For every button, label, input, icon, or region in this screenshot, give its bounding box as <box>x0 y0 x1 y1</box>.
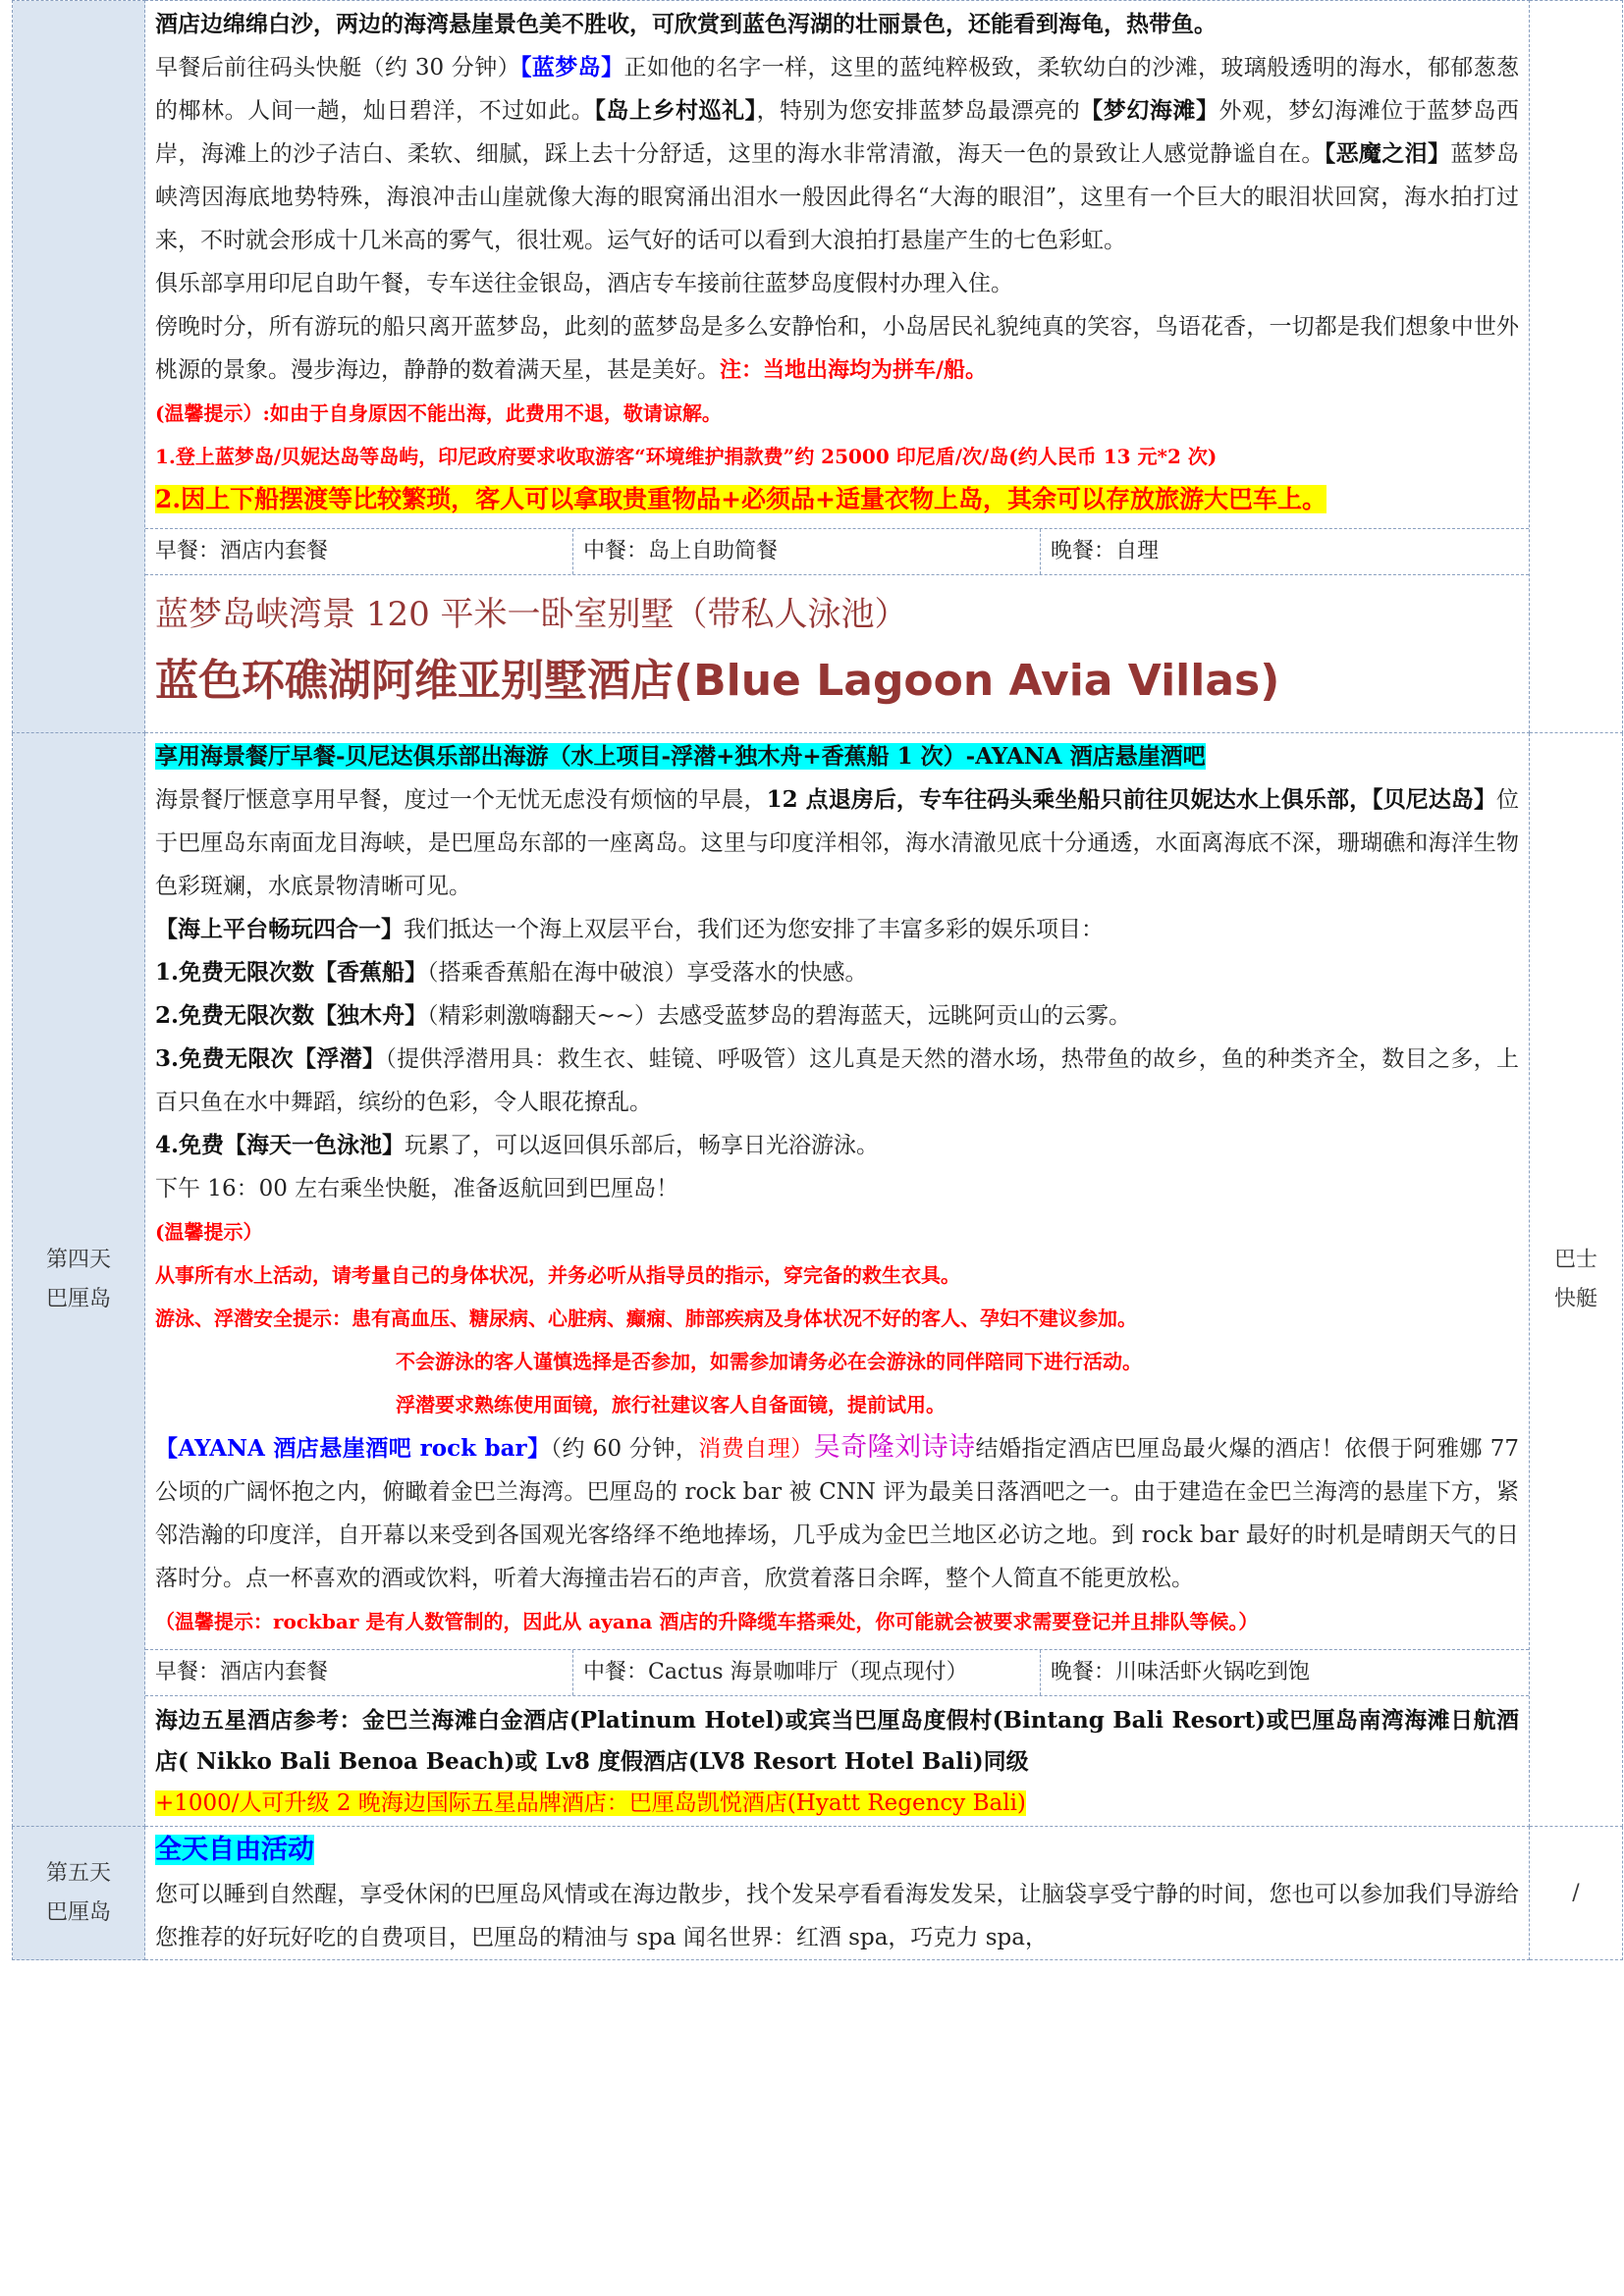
text: ，特别为您安排蓝梦岛最漂亮的 <box>756 98 1081 124</box>
day5-content-cell <box>145 1827 1530 1960</box>
penida-title: 【贝尼达岛】 <box>1372 786 1497 813</box>
text: （搭乘香蕉船在海中破浪）享受落水的快感。 <box>427 960 868 986</box>
text: 早餐后前往码头快艇（约 30 分钟） <box>155 55 521 80</box>
day4-rockbar <box>155 1426 1519 1600</box>
dream-beach-title: 【梦幻海滩】 <box>1080 97 1219 124</box>
day4-place: 巴厘岛 <box>45 1286 111 1311</box>
day4-tip2: 游泳、浮潜安全提示：患有高血压、糖尿病、心脏病、癫痫、肺部疾病及身体状况不好的客人、孕妇不建议参加。 <box>155 1307 1137 1330</box>
day4-para1 <box>155 778 1519 908</box>
itinerary-table <box>12 0 1623 1960</box>
text: 位于巴厘岛东南面龙目海峡，是巴厘岛东部的一座离岛。这里与印度洋相邻，海水清澈见底十分通透，水面离海底不深，珊瑚礁和海洋生物色彩斑斓，水底景物清晰可见。 <box>155 787 1520 899</box>
day4-label: 第四天 <box>45 1247 111 1272</box>
day5-label: 第五天 <box>45 1860 111 1886</box>
day4-transport-bus: 巴士 <box>1553 1247 1597 1272</box>
lanmeng-island-title: 【蓝梦岛】 <box>520 54 624 80</box>
day3-hotel-room: 蓝梦岛峡湾景 120 平米一卧室别墅（带私人泳池） <box>155 595 908 634</box>
day3-meals <box>145 528 1529 574</box>
day4-headline-line <box>155 735 1519 778</box>
day4-hotel-ref-text: 海边五星酒店参考：金巴兰海滩白金酒店(Platinum Hotel)或宾当巴厘岛度假村(Bintang Bali Resort)或巴厘岛南湾海滩日航酒店( Nikko Bali Benoa Beach)或 Lv8 度假酒店(LV8 Resort Hotel Bali)同级 <box>155 1707 1519 1775</box>
day3-intro: 酒店边绵绵白沙，两边的海湾悬崖景色美不胜收，可欣赏到蓝色泻湖的壮丽景色，还能看到海龟，热带鱼。 <box>155 11 1217 37</box>
day3-tip2-line <box>155 478 1519 522</box>
day3-para3 <box>155 305 1519 392</box>
day5-headline: 全天自由活动 <box>155 1835 314 1865</box>
text: 正如他的名字一样，这里的蓝纯粹极致，柔软幼白的沙滩，玻璃般透明的海水，郁郁葱葱的椰林。人间一趟，灿日碧洋，不过如此。 <box>155 55 1520 124</box>
day3-hotel-name: 蓝色环礁湖阿维亚别墅酒店(Blue Lagoon Avia Villas) <box>155 656 1280 706</box>
text: 玩累了，可以返回俱乐部后，畅享日光浴游泳。 <box>405 1133 880 1158</box>
day4-return: 下午 16：00 左右乘坐快艇，准备返航回到巴厘岛！ <box>155 1176 679 1201</box>
checkout-note: 12 点退房后，专车往码头乘坐船只前往贝妮达水上俱乐部， <box>766 786 1373 813</box>
item-title: 2.免费无限次数【独木舟】 <box>155 1002 428 1029</box>
rockbar-title: 【AYANA 酒店悬崖酒吧 rock bar】 <box>155 1435 551 1462</box>
day3-content-cell <box>145 1 1530 733</box>
text: （精彩刺激嗨翻天~~）去感受蓝梦岛的碧海蓝天，远眺阿贡山的云雾。 <box>427 1003 1132 1029</box>
text: 傍晚时分，所有游玩的船只离开蓝梦岛，此刻的蓝梦岛是多么安静怡和，小岛居民礼貌纯真的笑容，鸟语花香，一切都是我们想象中世外桃源的景象。漫步海边，静静的数着满天星，甚是美好。 <box>155 314 1519 383</box>
platform-title: 【海上平台畅玩四合一】 <box>155 916 404 942</box>
day3-tip-title: (温馨提示）:如由于自身原因不能出海，此费用不退，敬请谅解。 <box>155 401 722 425</box>
day4-breakfast: 早餐：酒店内套餐 <box>145 1650 573 1695</box>
item-title: 1.免费无限次数【香蕉船】 <box>155 959 428 986</box>
text: （提供浮潜用具：救生衣、蛙镜、呼吸管）这儿真是天然的潜水场，热带鱼的故乡，鱼的种类齐全，数目之多，上百只鱼在水中舞蹈，缤纷的色彩，令人眼花撩乱。 <box>155 1046 1520 1115</box>
day4-item3 <box>155 1038 1519 1124</box>
day4-para2 <box>155 908 1519 951</box>
day3-tip2: 2.因上下船摆渡等比较繁琐，客人可以拿取贵重物品+必须品+适量衣物上岛，其余可以存放旅游大巴车上。 <box>155 485 1326 513</box>
day4-item4 <box>155 1124 1519 1167</box>
text: 蓝梦岛峡湾因海底地势特殊，海浪冲击山崖就像大海的眼窝涌出泪水一般因此得名“大海的眼泪”，这里有一个巨大的眼泪状回窝，海水拍打过来，不时就会形成十几米高的雾气，很壮观。运气好的话可以看到大浪拍打悬崖产生的七色彩虹。 <box>155 141 1520 253</box>
day5-headline-line <box>155 1829 1519 1873</box>
day4-rockbar-tip: （温馨提示：rockbar 是有人数管制的，因此从 ayana 酒店的升降缆车搭乘处，你可能就会被要求需要登记并且排队等候。） <box>155 1610 1259 1633</box>
day3-day-cell <box>13 1 145 733</box>
day5-day-cell <box>13 1827 145 1960</box>
day4-headline: 享用海景餐厅早餐-贝尼达俱乐部出海游（水上项目-浮潜+独木舟+香蕉船 1 次）-AYANA 酒店悬崖酒吧 <box>155 743 1206 770</box>
day3-dinner: 晚餐：自理 <box>1051 539 1160 563</box>
day4-tip4: 浮潜要求熟练使用面镜，旅行社建议客人自备面镜，提前试用。 <box>396 1393 946 1416</box>
day4-tip3: 不会游泳的客人谨慎选择是否参加，如需参加请务必在会游泳的同伴陪同下进行活动。 <box>396 1350 1142 1373</box>
item-title: 4.免费【海天一色泳池】 <box>155 1132 406 1158</box>
day4-content-cell <box>145 733 1530 1827</box>
day4-dinner: 晚餐：川味活虾火锅吃到饱 <box>1051 1660 1311 1684</box>
day4-hotel-ref <box>145 1695 1529 1826</box>
day4-transport-boat: 快艇 <box>1553 1286 1597 1311</box>
day3-hotel <box>145 574 1529 732</box>
day4-lunch: 中餐：Cactus 海景咖啡厅（现点现付） <box>573 1650 1041 1695</box>
celebrity-names: 吴奇隆刘诗诗 <box>813 1432 976 1463</box>
note-red: 注：当地出海均为拼车/船。 <box>720 357 988 383</box>
day3-tip1: 1.登上蓝梦岛/贝妮达岛等岛屿，印尼政府要求收取游客“环境维护捐款费”约 25000 印尼盾/次/岛(约人民币 13 元*2 次) <box>155 445 1218 468</box>
day5-place: 巴厘岛 <box>45 1899 111 1925</box>
day4-item1 <box>155 951 1519 994</box>
day4-tip1: 从事所有水上活动，请考量自己的身体状况，并务必听从指导员的指示，穿完备的救生衣具。 <box>155 1263 960 1287</box>
day4-row <box>13 733 1623 1827</box>
day3-breakfast: 早餐：酒店内套餐 <box>145 529 573 574</box>
text: 结婚指定酒店巴厘岛最火爆的酒店！依偎于阿雅娜 77 公顷的广阔怀抱之内，俯瞰着金巴兰海湾。巴厘岛的 rock bar 被 CNN 评为最美日落酒吧之一。由于建造在金巴兰海湾的悬崖下方，紧邻浩瀚的印度洋，自开幕以来受到各国观光客络绎不绝地捧场，几乎成为金巴兰地区必访之地。到 rock bar 最好的时机是晴朗天气的日落时分。点一杯喜欢的酒或饮料，听着大海撞击岩石的声音，欣赏着落日余晖，整个人简直不能更放松。 <box>155 1436 1520 1591</box>
day4-day-cell <box>13 733 145 1827</box>
day4-tip-title: (温馨提示） <box>155 1220 263 1244</box>
devils-tear-title: 【恶魔之泪】 <box>1324 140 1451 167</box>
day4-meals <box>145 1649 1529 1695</box>
day3-para2: 俱乐部享用印尼自助午餐，专车送往金银岛，酒店专车接前往蓝梦岛度假村办理入住。 <box>155 271 1013 296</box>
item-title: 3.免费无限次【浮潜】 <box>155 1045 386 1072</box>
day4-upgrade-line <box>155 1783 1519 1824</box>
day5-para1: 您可以睡到自然醒，享受休闲的巴厘岛风情或在海边散步，找个发呆亭看看海发发呆，让脑袋享受宁静的时间，您也可以参加我们导游给您推荐的好玩好吃的自费项目，巴厘岛的精油与 spa 闻名世界：红酒 spa，巧克力 spa， <box>155 1882 1519 1950</box>
day3-row <box>13 1 1623 733</box>
self-pay-note: 消费自理） <box>698 1436 814 1462</box>
day5-transport-cell: / <box>1530 1827 1623 1960</box>
day3-para1 <box>155 46 1519 262</box>
day5-row <box>13 1827 1623 1960</box>
village-tour-title: 【岛上乡村巡礼】 <box>594 97 757 124</box>
text: （约 60 分钟， <box>550 1436 699 1462</box>
day4-transport-cell <box>1530 733 1623 1827</box>
text: 我们抵达一个海上双层平台，我们还为您安排了丰富多彩的娱乐项目： <box>404 917 1104 942</box>
itinerary-page <box>12 0 1622 1960</box>
day4-item2 <box>155 994 1519 1038</box>
day4-upgrade: +1000/人可升级 2 晚海边国际五星品牌酒店：巴厘岛凯悦酒店(Hyatt Regency Bali) <box>155 1790 1026 1816</box>
day3-transport-cell <box>1530 1 1623 733</box>
text: 外观，梦幻海滩位于蓝梦岛西岸，海滩上的沙子洁白、柔软、细腻，踩上去十分舒适，这里的海水非常清澈，海天一色的景致让人感觉静谧自在。 <box>155 98 1520 167</box>
day3-lunch: 中餐：岛上自助简餐 <box>573 529 1041 574</box>
text: 海景餐厅惬意享用早餐，度过一个无忧无虑没有烦恼的早晨， <box>155 787 767 813</box>
